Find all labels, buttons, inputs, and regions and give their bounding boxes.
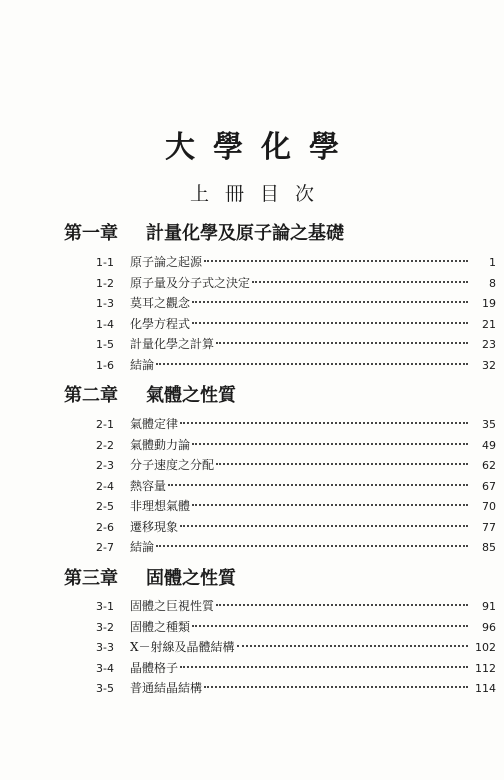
section-title: X－射線及晶體結構 [130,640,235,654]
dot-leader [180,422,468,424]
chapter-2-sections [96,414,496,558]
chapter-title: 氣體之性質 [146,385,236,406]
chapter-title: 計量化學及原子論之基礎 [146,223,344,244]
page-number: 8 [489,276,496,290]
toc-entry [96,637,496,658]
section-number: 3-3 [96,641,114,654]
section-number: 2-5 [96,500,114,513]
dot-leader [156,363,468,365]
section-title: 莫耳之觀念 [130,296,191,310]
page-number: 96 [482,620,496,634]
section-title: 氣體定律 [130,417,179,431]
chapter-number: 第三章 [64,568,118,589]
section-number: 1-2 [96,276,114,290]
chapter-title: 固體之性質 [146,568,236,589]
section-title: 分子速度之分配 [130,458,215,472]
toc-entry [96,596,496,617]
toc-entry [96,334,496,355]
section-number: 2-3 [96,459,114,472]
section-number: 3-2 [96,620,114,634]
chapter-3-sections [96,596,496,699]
section-number: 1-4 [96,317,114,331]
toc-entry [96,293,496,314]
section-title: 計量化學之計算 [130,337,215,351]
dot-leader [216,463,468,465]
toc-entry [96,314,496,335]
dot-leader [156,545,468,547]
section-number: 3-5 [96,682,114,695]
dot-leader [237,645,468,647]
dot-leader [192,443,468,445]
section-title: 普通結晶結構 [130,681,203,695]
toc-entry [96,678,496,699]
page-number: 67 [482,479,496,493]
section-number: 1-1 [96,256,114,269]
page-number: 85 [482,541,496,554]
page-number: 114 [475,682,496,695]
section-title: 固體之巨視性質 [130,599,215,613]
section-number: 3-1 [96,600,114,613]
section-number: 1-5 [96,338,114,351]
chapter-number: 第二章 [64,385,118,406]
section-title: 原子量及分子式之決定 [130,275,251,290]
dot-leader [252,281,468,283]
toc-entry [96,496,496,517]
page-number: 102 [475,641,496,654]
dot-leader [204,260,468,262]
section-title: 遷移現象 [130,519,179,534]
page-number: 77 [482,520,496,534]
chapter-2-heading [64,384,484,408]
section-title: 熱容量 [130,478,167,493]
toc-entry [96,414,496,435]
section-number: 2-6 [96,520,114,534]
section-number: 2-7 [96,541,114,554]
toc-entry [96,476,496,497]
dot-leader [180,666,468,668]
dot-leader [192,301,468,303]
section-title: 化學方程式 [130,316,191,331]
chapter-1-heading [64,222,484,246]
section-title: 非理想氣體 [130,499,191,513]
section-number: 2-2 [96,438,114,452]
section-number: 2-4 [96,479,114,493]
section-title: 氣體動力論 [130,437,191,452]
section-title: 結論 [130,540,155,554]
dot-leader [216,604,468,606]
chapter-3-heading [64,567,484,591]
dot-leader [192,322,468,324]
dot-leader [204,686,468,688]
toc-entry [96,455,496,476]
toc-entry [96,517,496,538]
dot-leader [180,525,468,527]
toc-entry [96,355,496,376]
page-number: 35 [482,418,496,431]
toc-entry [96,435,496,456]
section-number: 1-6 [96,358,114,372]
chapter-1-sections [96,252,496,375]
page-number: 91 [482,600,496,613]
section-title: 晶體格子 [130,660,179,675]
toc-entry [96,537,496,558]
book-title: 大學化學 [165,130,357,165]
section-number: 3-4 [96,661,114,675]
page-number: 62 [482,459,496,472]
page-number: 112 [475,661,496,675]
section-title: 結論 [130,357,155,372]
page-number: 23 [482,338,496,351]
toc-entry [96,658,496,679]
page-number: 32 [482,358,496,372]
toc-entry [96,617,496,638]
section-title: 原子論之起源 [130,255,203,269]
page-number: 49 [482,438,496,452]
page-number: 70 [482,500,496,513]
section-number: 2-1 [96,418,114,431]
chapter-number: 第一章 [64,223,118,244]
volume-title: 上冊目次 [189,183,330,205]
dot-leader [192,625,468,627]
toc-entry [96,273,496,294]
page-number: 19 [482,297,496,310]
dot-leader [168,484,468,486]
toc-entry [96,252,496,273]
page-number: 1 [489,256,496,269]
page-number: 21 [482,317,496,331]
dot-leader [216,342,468,344]
dot-leader [192,504,468,506]
section-title: 固體之種類 [130,619,191,634]
section-number: 1-3 [96,297,114,310]
